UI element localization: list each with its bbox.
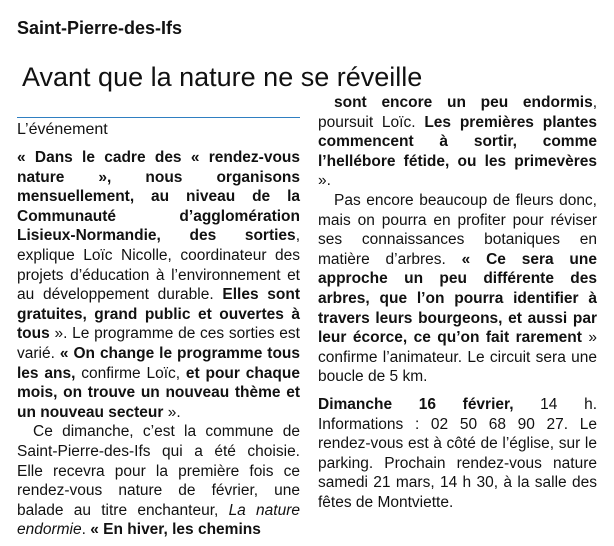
italic-title: La nature endormie [17, 501, 300, 539]
practical-info [318, 395, 597, 513]
quote-bold: « En hiver, les chemins [90, 521, 261, 539]
practical-info-text: 14 h. Informations : 02 50 68 90 27. Le rendez-vous est à côté de l’église, sur le parking. Prochain rendez-vous nature samedi 21 mars, 14 h 30, à la salle des fêtes de Montviette. [318, 395, 597, 511]
article-column-left [17, 148, 300, 540]
body-text: , poursuit Loïc. [318, 94, 597, 131]
paragraph-3 [318, 93, 597, 191]
body-text: Ce dimanche, c’est la commune de Saint-Pierre-des-Ifs qui a été choisie. Elle recevra pour la première fois ce rendez-vous nature de février, une balade au titre enchanteur, [17, 423, 300, 519]
quote-bold: « Ce sera une approche un peu différente des arbres, que l’on pourra identifier à travers leurs bourgeons, et aussi par leur écorce, ce qu’on fait rarement [318, 250, 597, 347]
body-text: , explique Loïc Nicolle, coordinateur des projets d’éducation à l’environnement et au développement durable. [17, 227, 300, 304]
body-text: Pas encore beaucoup de fleurs donc, mais on pourra en profiter pour réviser ses connaissances botaniques en matière d’arbres. [318, 191, 597, 268]
quote-bold: Les premières plantes commencent à sortir, comme l’hellébore fétide, ou les primevères [318, 113, 597, 170]
quote-bold: « Dans le cadre des « rendez-vous nature », nous organisons mensuellement, au niveau de la Communauté d’agglomération Lisieux-Normandie, des sorties [17, 149, 300, 245]
article-column-right [318, 93, 597, 512]
body-text: ». Le programme de ces sorties est varié. [17, 325, 300, 362]
quote-bold: « On change le programme tous les ans, [17, 344, 301, 382]
quote-bold: Elles sont gratuites, grand public et ouvertes à tous [17, 286, 301, 343]
article-headline: Avant que la nature ne se réveille [22, 62, 423, 92]
body-text: . [81, 521, 91, 539]
event-date: Dimanche 16 février, [318, 395, 514, 413]
body-text: ». [163, 403, 181, 421]
body-text: » confirme l’animateur. Le circuit sera une boucle de 5 km. [318, 329, 597, 386]
article-kicker: Saint-Pierre-des-Ifs [17, 18, 183, 38]
paragraph-2 [17, 422, 300, 540]
body-text: ». [318, 172, 331, 190]
quote-bold: sont encore un peu endormis [334, 94, 593, 111]
quote-bold: et pour chaque mois, on trouve un nouveau thème et un nouveau secteur [17, 364, 300, 421]
body-text: confirme Loïc, [75, 364, 186, 382]
paragraph-1 [17, 148, 300, 422]
paragraph-4 [318, 191, 597, 387]
section-label: L’événement [17, 117, 300, 139]
